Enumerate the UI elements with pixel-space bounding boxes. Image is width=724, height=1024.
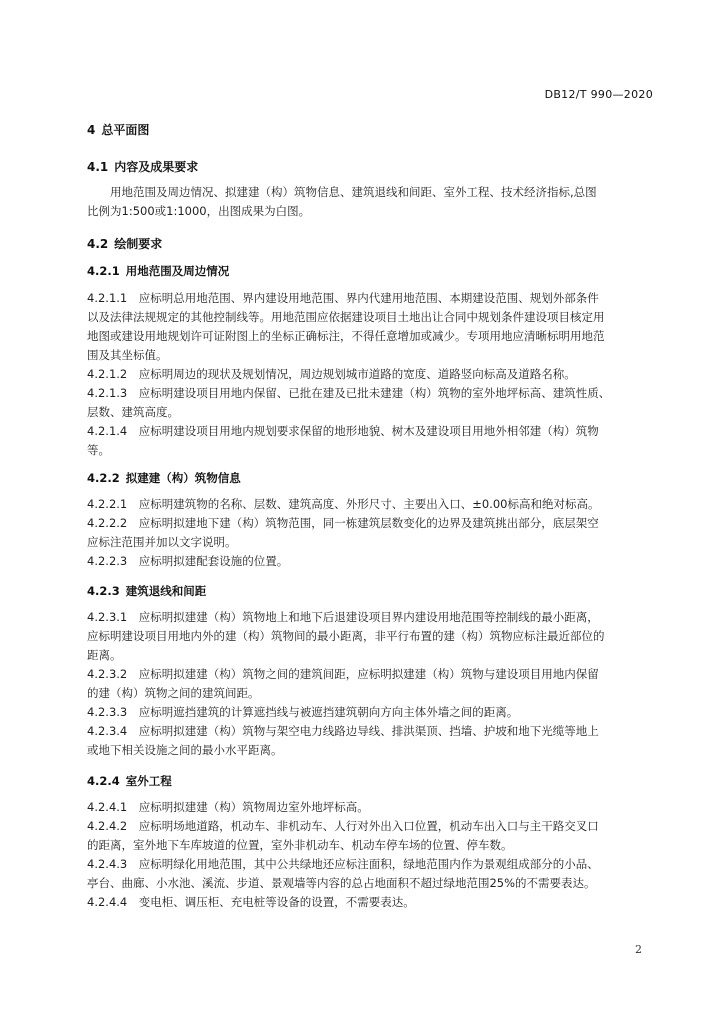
- clause-list-4-2-2: [87, 495, 659, 571]
- text-line: 围及其坐标值。: [87, 348, 168, 362]
- text-line: 应标注范围并加以文字说明。: [87, 535, 237, 549]
- text-line: 4.2.4.1 应标明拟建建（构）筑物周边室外地坪标高。: [87, 800, 369, 814]
- text-line: 4.2.4.4 变电柜、调压柜、充电桩等设备的设置，不需要表达。: [87, 895, 415, 909]
- text-line: 亭台、曲廊、小水池、溪流、步道、景观墙等内容的总占地面积不超过绿地范围25%的不需要表达。: [87, 876, 596, 890]
- section-heading-4-2-4: [87, 773, 172, 789]
- text-line: 4.2.3.3 应标明遮挡建筑的计算遮挡线与被遮挡建筑朝向方向主体外墙之间的距离。: [87, 705, 519, 719]
- section-number: 4.2: [87, 237, 109, 251]
- section-title: 用地范围及周边情况: [125, 264, 230, 278]
- text-line: 4.2.2.1 应标明建筑物的名称、层数、建筑高度、外形尺寸、主要出入口、±0.00标高和绝对标高。: [87, 497, 600, 511]
- section-number: 4.1: [87, 160, 109, 174]
- text-line: 用地范围及周边情况、拟建建（构）筑物信息、建筑退线和间距、室外工程、技术经济指标,总图: [87, 185, 597, 199]
- section-number: 4.2.1: [87, 264, 120, 278]
- section-title: 绘制要求: [114, 237, 163, 251]
- text-line: 层数、建筑高度。: [87, 405, 179, 419]
- clause-list-4-2-3: [87, 608, 659, 760]
- section-number: 4.2.3: [87, 584, 120, 598]
- text-line: 4.2.3.2 应标明拟建建（构）筑物之间的建筑间距，应标明拟建建（构）筑物与建设项目用地内保留: [87, 667, 599, 681]
- text-line: 比例为1:500或1:1000，出图成果为白图。: [87, 204, 311, 218]
- text-line: 4.2.2.2 应标明拟建地下建（构）筑物范围，同一栋建筑层数变化的边界及建筑挑出部分，底层架空: [87, 516, 599, 530]
- paragraph-4-1: [87, 183, 659, 221]
- section-number: 4.2.4: [87, 774, 120, 788]
- section-heading-4-2-2: [87, 470, 241, 486]
- section-heading-4-2: [87, 235, 162, 252]
- text-line: 4.2.1.2 应标明周边的现状及规划情况，周边规划城市道路的宽度、道路竖向标高及道路名称。: [87, 367, 576, 381]
- text-line: 地图或建设用地规划许可证附图上的坐标正确标注，不得任意增加或减少。专项用地应清晰标明用地范: [87, 329, 605, 343]
- section-title: 建筑退线和间距: [125, 584, 207, 598]
- section-title: 内容及成果要求: [114, 160, 199, 174]
- section-number: 4.2.2: [87, 471, 120, 485]
- section-title: 拟建建（构）筑物信息: [125, 471, 241, 485]
- text-line: 距离。: [87, 648, 122, 662]
- page-number: 2: [635, 943, 642, 956]
- section-heading-4-1: [87, 158, 198, 175]
- section-number: 4: [87, 123, 96, 137]
- document-code: DB12/T 990—2020: [544, 88, 653, 101]
- text-line: 以及法律法规规定的其他控制线等。用地范围应依据建设项目土地出让合同中规划条件建设项目核定用: [87, 310, 605, 324]
- text-line: 4.2.4.2 应标明场地道路，机动车、非机动车、人行对外出入口位置，机动车出入口与主干路交叉口: [87, 819, 599, 833]
- section-heading-4: [87, 121, 149, 138]
- text-line: 4.2.1.1 应标明总用地范围、界内建设用地范围、界内代建用地范围、本期建设范围、规划外部条件: [87, 291, 599, 305]
- text-line: 的距离，室外地下车库坡道的位置，室外非机动车、机动车停车场的位置、停车数。: [87, 838, 513, 852]
- text-line: 或地下相关设施之间的最小水平距离。: [87, 743, 283, 757]
- section-heading-4-2-1: [87, 263, 229, 279]
- text-line: 应标明建设项目用地内外的建（构）筑物间的最小距离，非平行布置的建（构）筑物应标注最近部位的: [87, 629, 605, 643]
- text-line: 4.2.2.3 应标明拟建配套设施的位置。: [87, 554, 289, 568]
- section-heading-4-2-3: [87, 583, 206, 599]
- text-line: 的建（构）筑物之间的建筑间距。: [87, 686, 260, 700]
- text-line: 等。: [87, 443, 110, 457]
- section-title: 室外工程: [125, 774, 172, 788]
- clause-list-4-2-4: [87, 798, 659, 912]
- text-line: 4.2.1.3 应标明建设项目用地内保留、已批在建及已批未建建（构）筑物的室外地坪标高、建筑性质、: [87, 386, 611, 400]
- text-line: 4.2.3.1 应标明拟建建（构）筑物地上和地下后退建设项目界内建设用地范围等控制线的最小距离，: [87, 610, 599, 624]
- section-title: 总平面图: [101, 123, 150, 137]
- text-line: 4.2.1.4 应标明建设项目用地内规划要求保留的地形地貌、树木及建设项目用地外相邻建（构）筑物: [87, 424, 599, 438]
- text-line: 4.2.4.3 应标明绿化用地范围，其中公共绿地还应标注面积，绿地范围内作为景观组成部分的小品、: [87, 857, 599, 871]
- text-line: 4.2.3.4 应标明拟建建（构）筑物与架空电力线路边导线、排洪渠顶、挡墙、护坡和地下光缆等地上: [87, 724, 599, 738]
- clause-list-4-2-1: [87, 289, 659, 460]
